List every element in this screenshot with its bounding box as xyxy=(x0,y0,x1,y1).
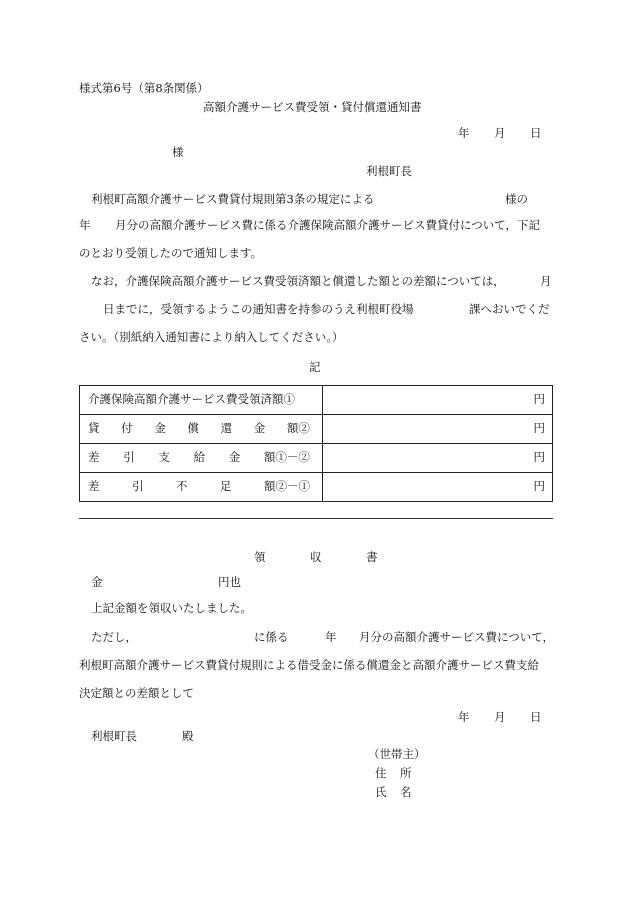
body-line-4a: なお，介護保険高額介護サービス費受領済額と償還した額との差額については， xyxy=(91,274,505,288)
table-row xyxy=(80,473,553,502)
name-label-2: 名 xyxy=(400,785,412,799)
receipt-line-3: 決定額との差額として xyxy=(79,686,194,700)
label-char: 金 xyxy=(253,421,266,436)
section-divider xyxy=(79,518,553,519)
receipt-line-1b: に係る xyxy=(254,630,289,644)
label-char: 不 xyxy=(176,479,188,494)
yen-unit: 円 xyxy=(533,392,545,407)
label-char: 還 xyxy=(220,421,233,436)
body-line-1a: 利根町高額介護サービス費貸付規則第3条の規定による xyxy=(91,192,375,206)
label-char: 差 xyxy=(88,450,100,465)
label-char: 額② xyxy=(286,421,310,436)
body-line-5a: 日までに，受領するようこの通知書を持参のうえ利根町役場 xyxy=(103,302,414,316)
body-line-6: さい。（別紙納入通知書により納入してください。） xyxy=(79,330,344,344)
receipt-line-2: 利根町高額介護サービス費貸付規則による借受金に係る償還金と高額介護サービス費支給 xyxy=(79,658,539,672)
label-char: 額②－① xyxy=(264,479,310,494)
label-char: 引 xyxy=(132,479,144,494)
row-label: 介護保険高額介護サービス費受領済額① xyxy=(80,386,323,415)
label-char: 足 xyxy=(220,479,232,494)
label-char: 額①－② xyxy=(263,450,310,465)
household-head-label: （世帯主） xyxy=(368,747,426,761)
table-row xyxy=(80,444,553,473)
amount-prefix: 金 xyxy=(91,575,103,589)
receipt-date-year: 年 xyxy=(458,710,470,724)
body-line-2b: 月分の高額介護サービス費に係る介護保険高額介護サービス費貸付について，下記 xyxy=(115,218,541,232)
name-label-1: 氏 xyxy=(375,785,387,799)
yen-unit: 円 xyxy=(533,479,545,494)
label-char: 金 xyxy=(228,450,241,465)
receipt-line-1d: 月分の高額介護サービス費について， xyxy=(359,630,555,644)
label-char: 付 xyxy=(121,421,133,436)
form-number: 様式第6号（第8条関係） xyxy=(79,81,209,95)
label-char: 金 xyxy=(154,421,166,436)
row-amount-field[interactable] xyxy=(323,415,553,444)
address-label-1: 住 xyxy=(375,766,387,780)
receipt-line-1a: ただし， xyxy=(91,630,137,644)
date-day-label: 日 xyxy=(530,126,542,140)
receipt-line-1c: 年 xyxy=(325,630,337,644)
table-row xyxy=(80,386,553,415)
label-char: 差 xyxy=(88,479,100,494)
label-char: 給 xyxy=(193,450,206,465)
date-year-label: 年 xyxy=(458,126,470,140)
label-char: 貸 xyxy=(88,421,100,436)
amount-suffix: 円也 xyxy=(218,575,241,589)
row-label xyxy=(80,444,323,473)
body-line-1b: 様の xyxy=(505,192,528,206)
label-char: 償 xyxy=(187,421,199,436)
body-line-3: のとおり受領したので通知します。 xyxy=(79,246,263,260)
body-line-4b: 月 xyxy=(540,274,552,288)
address-label-2: 所 xyxy=(400,766,412,780)
yen-unit: 円 xyxy=(533,450,545,465)
date-month-label: 月 xyxy=(494,126,506,140)
recipient-suffix: 殿 xyxy=(182,729,194,743)
receipt-date-month: 月 xyxy=(494,710,506,724)
receipt-title-1: 領 xyxy=(254,550,266,564)
row-label xyxy=(80,473,323,502)
row-amount-field[interactable] xyxy=(323,444,553,473)
receipt-title-2: 収 xyxy=(310,550,322,564)
row-amount-field[interactable] xyxy=(323,473,553,502)
addressee-suffix: 様 xyxy=(172,145,184,159)
row-amount-field[interactable] xyxy=(323,386,553,415)
receipt-title-3: 書 xyxy=(366,550,378,564)
receipt-date-day: 日 xyxy=(530,710,542,724)
issuer-name: 利根町長 xyxy=(366,164,412,178)
recipient-name: 利根町長 xyxy=(91,729,137,743)
table-row xyxy=(80,415,553,444)
fee-table xyxy=(79,385,553,502)
received-statement: 上記金額を領収いたしました。 xyxy=(91,601,252,615)
row-label xyxy=(80,415,323,444)
ki-heading: 記 xyxy=(309,360,321,374)
label-char: 引 xyxy=(123,450,135,465)
body-line-5b: 課へおいでくだ xyxy=(469,302,550,316)
body-line-2a: 年 xyxy=(79,218,91,232)
document-title: 高額介護サービス費受領・貸付償還通知書 xyxy=(203,100,422,114)
label-char: 支 xyxy=(158,450,170,465)
yen-unit: 円 xyxy=(533,421,545,436)
